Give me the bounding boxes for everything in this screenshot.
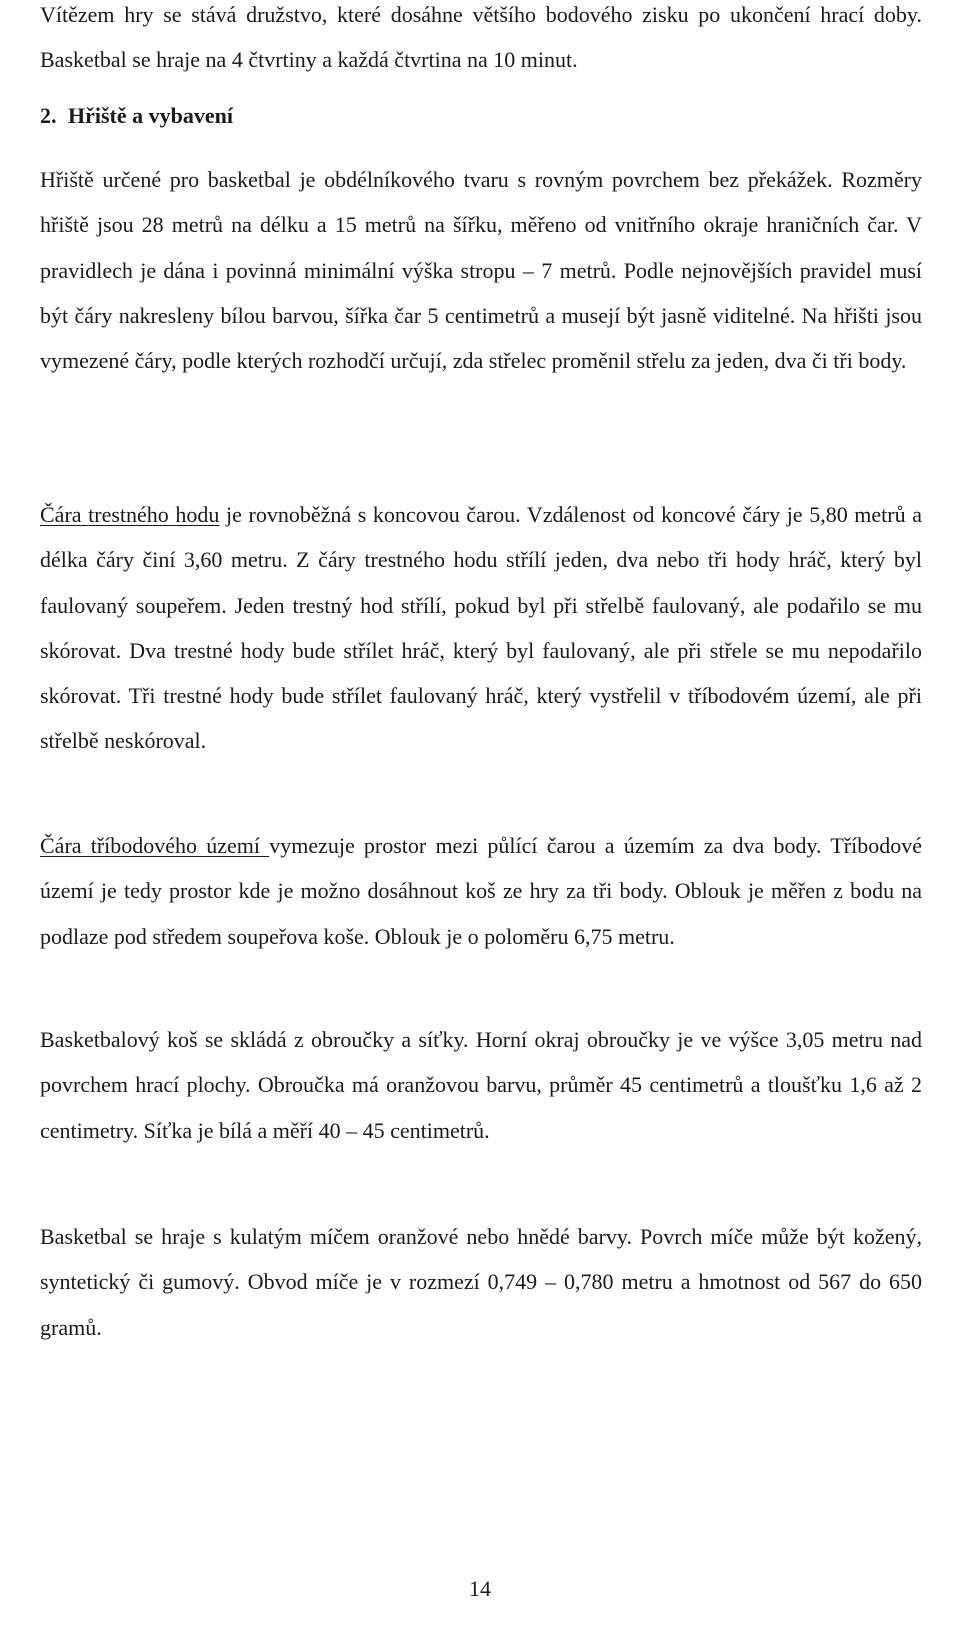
section-number: 2. [40,103,57,128]
section-title: Hřiště a vybavení [68,103,233,128]
basket-paragraph: Basketbalový koš se skládá z obroučky a síťky. Horní okraj obroučky je ve výšce 3,05 metru nad povrchem hrací plochy. Obroučka má oranžovou barvu, průměr 45 centimetrů a tloušťku 1,6 až 2 centimetry. Síťka je bílá a měří 40 – 45 centimetrů. [40,1027,922,1143]
three-point-paragraph [40,823,922,959]
free-throw-text: je rovnoběžná s koncovou čarou. Vzdálenost od koncové čáry je 5,80 metrů a délka čáry činí 3,60 metru. Z čáry trestného hodu střílí jeden, dva nebo tři hody hráč, který byl faulovaný soupeřem. Jeden trestný hod střílí, pokud byl při střelbě faulovaný, ale podařilo se mu skórovat. Dva trestné hody bude střílet hráč, který byl faulovaný, ale při střele se mu nepodařilo skórovat. Tři trestné hody bude střílet faulovaný hráč, který vystřelil v tříbodovém území, ale při střelbě neskóroval. [40,502,923,754]
court-paragraph: Hřiště určené pro basketbal je obdélníkového tvaru s rovným povrchem bez překážek. Rozměry hřiště jsou 28 metrů na délku a 15 metrů na šířku, měřeno od vnitřního okraje hraničních čar. V pravidlech je dána i povinná minimální výška stropu – 7 metrů. Podle nejnovějších pravidel musí být čáry nakresleny bílou barvou, šířka čar 5 centimetrů a musejí být jasně viditelné. Na hřišti jsou vymezené čáry, podle kterých rozhodčí určují, zda střelec proměnil střelu za jeden, dva či tři body. [40,167,922,374]
free-throw-term: Čára trestného hodu [40,502,220,527]
three-point-text: vymezuje prostor mezi půlící čarou a územím za dva body. Tříbodové území je tedy prostor kde je možno dosáhnout koš ze hry za tři body. Oblouk je měřen z bodu na podlaze pod středem soupeřova koše. Oblouk je o poloměru 6,75 metru. [40,833,922,949]
free-throw-paragraph [40,492,922,764]
three-point-term: Čára tříbodového území [40,833,270,858]
ball-paragraph: Basketbal se hraje s kulatým míčem oranžové nebo hnědé barvy. Povrch míče může být kožený, syntetický či gumový. Obvod míče je v rozmezí 0,749 – 0,780 metru a hmotnost od 567 do 650 gramů. [40,1224,922,1340]
intro-paragraph: Vítězem hry se stává družstvo, které dosáhne většího bodového zisku po ukončení hrací doby. Basketbal se hraje na 4 čtvrtiny a každá čtvrtina na 10 minut. [40,2,922,73]
section-heading [40,93,922,138]
page-number: 14 [469,1576,491,1601]
